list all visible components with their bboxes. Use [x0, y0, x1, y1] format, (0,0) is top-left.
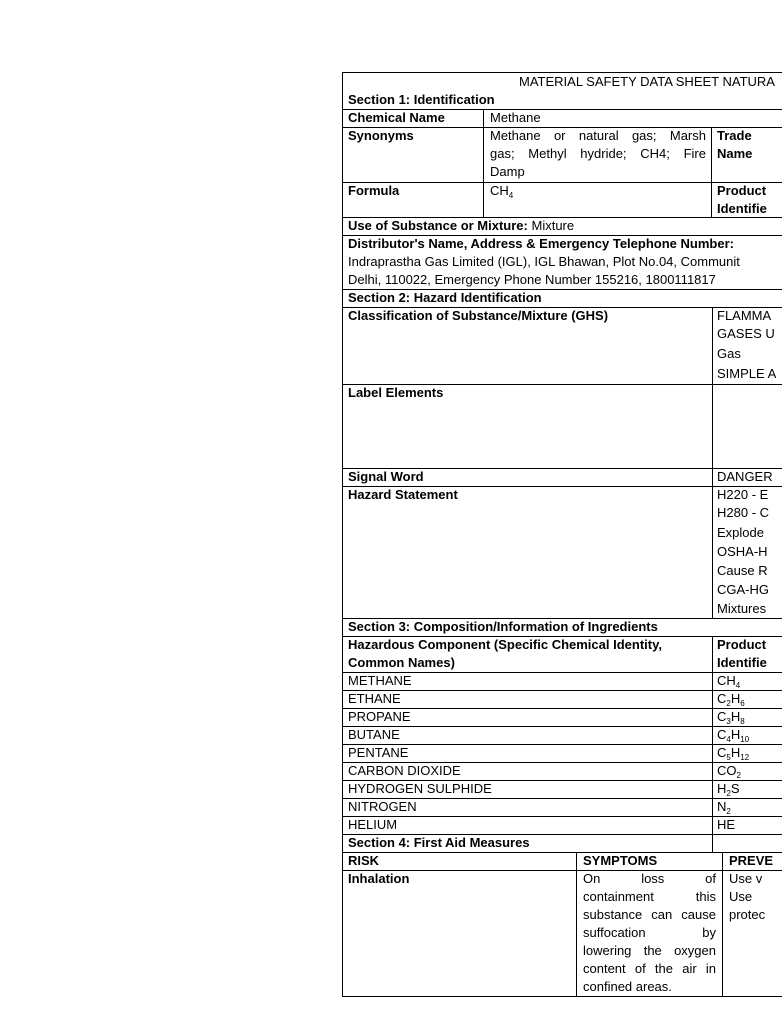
component-name: CARBON DIOXIDE	[348, 763, 461, 778]
inhalation-label: Inhalation	[348, 871, 410, 886]
product-identifier-label: Identifie	[717, 201, 767, 216]
rule	[712, 636, 713, 852]
rule	[712, 307, 713, 618]
hazard-line: Mixtures	[717, 601, 767, 616]
trade-name-label: Trade	[717, 128, 752, 143]
component-formula: $C_3H_8$	[717, 709, 745, 726]
distributor-address: Indraprastha Gas Limited (IGL), IGL Bhawan, Plot No.04, Communit	[348, 254, 740, 269]
symptoms-header: SYMPTOMS	[583, 853, 658, 868]
symptoms-line: containment this	[583, 889, 716, 904]
hazard-line: OSHA-H	[717, 544, 768, 559]
component-name: NITROGEN	[348, 799, 417, 814]
chemical-name-label: Chemical Name	[348, 110, 445, 125]
label-elements-label: Label Elements	[348, 385, 444, 400]
component-formula: $C_4H_{10}$	[717, 727, 750, 744]
signal-word-label: Signal Word	[348, 469, 424, 484]
distributor-address: Delhi, 110022, Emergency Phone Number 155216, 1800111817	[348, 272, 716, 287]
symptoms-line: confined areas.	[583, 979, 672, 994]
component-header: Hazardous Component (Specific Chemical Identity,	[348, 637, 662, 652]
symptoms-line: substance can cause	[583, 907, 716, 922]
component-name: ETHANE	[348, 691, 401, 706]
section2-heading: Section 2: Hazard Identification	[348, 290, 542, 305]
component-formula: $H_2S$	[717, 781, 740, 798]
hazard-line: CGA-HG	[717, 582, 769, 597]
identifier-header: Product	[717, 637, 767, 652]
synonyms-line: Methane or natural gas; Marsh	[490, 128, 706, 143]
chemical-name-value: Methane	[490, 110, 541, 125]
synonyms-line: Damp	[490, 164, 525, 179]
component-name: BUTANE	[348, 727, 400, 742]
distributor-label: Distributor's Name, Address & Emergency Telephone Number:	[348, 236, 734, 251]
component-formula: $N_2$	[717, 799, 731, 816]
formula-label: Formula	[348, 183, 400, 198]
component-name: PROPANE	[348, 709, 411, 724]
hazard-line: H220 - E	[717, 487, 769, 502]
classification-line: SIMPLE A	[717, 366, 777, 381]
rule	[722, 852, 723, 997]
prevention-line: Use v	[729, 871, 763, 886]
component-formula: $C_5H_{12}$	[717, 745, 750, 762]
component-formula: $CH_4$	[717, 673, 741, 690]
component-formula: $C_2H_6$	[717, 691, 745, 708]
classification-line: Gas	[717, 346, 741, 361]
component-formula: HE	[717, 817, 736, 832]
msds-document	[342, 72, 782, 997]
component-header: Common Names)	[348, 655, 455, 670]
hazard-line: H280 - C	[717, 505, 770, 520]
classification-label: Classification of Substance/Mixture (GHS)	[348, 308, 609, 323]
synonyms-label: Synonyms	[348, 128, 414, 143]
component-formula: $CO_2$	[717, 763, 741, 780]
section1-heading: Section 1: Identification	[348, 92, 495, 107]
rule	[483, 109, 484, 217]
section3-heading: Section 3: Composition/Information of Ingredients	[348, 619, 658, 634]
identifier-header: Identifie	[717, 655, 767, 670]
symptoms-line: suffocation by	[583, 925, 716, 940]
rule	[342, 852, 782, 853]
prevention-line: protec	[729, 907, 766, 922]
rule	[711, 127, 712, 217]
prevention-header: PREVE	[729, 853, 774, 868]
synonyms-line: gas; Methyl hydride; CH4; Fire	[490, 146, 706, 161]
symptoms-line: lowering the oxygen	[583, 943, 716, 958]
hazard-statement-label: Hazard Statement	[348, 487, 458, 502]
rule	[342, 726, 782, 727]
rule	[342, 690, 782, 691]
component-name: PENTANE	[348, 745, 409, 760]
hazard-line: Explode	[717, 525, 764, 540]
rule	[342, 996, 782, 997]
component-name: HELIUM	[348, 817, 398, 832]
symptoms-line: On loss of	[583, 871, 716, 886]
classification-line: GASES U	[717, 326, 775, 341]
component-name: METHANE	[348, 673, 412, 688]
rule	[342, 72, 343, 997]
rule	[342, 816, 782, 817]
rule	[342, 182, 782, 183]
rule	[576, 852, 577, 997]
component-name: HYDROGEN SULPHIDE	[348, 781, 492, 796]
hazard-line: Cause R	[717, 563, 768, 578]
document-title: MATERIAL SAFETY DATA SHEET NATURA	[519, 74, 775, 89]
trade-name-label: Name	[717, 146, 753, 161]
prevention-line: Use	[729, 889, 753, 904]
section4-heading: Section 4: First Aid Measures	[348, 835, 530, 850]
classification-line: FLAMMA	[717, 308, 772, 323]
signal-word-value: DANGER	[717, 469, 773, 484]
risk-header: RISK	[348, 853, 380, 868]
use-of-substance: Use of Substance or Mixture: Mixture	[348, 218, 575, 233]
formula-value: $CH_4$	[490, 183, 514, 200]
product-identifier-label: Product	[717, 183, 767, 198]
symptoms-line: content of the air in	[583, 961, 716, 976]
